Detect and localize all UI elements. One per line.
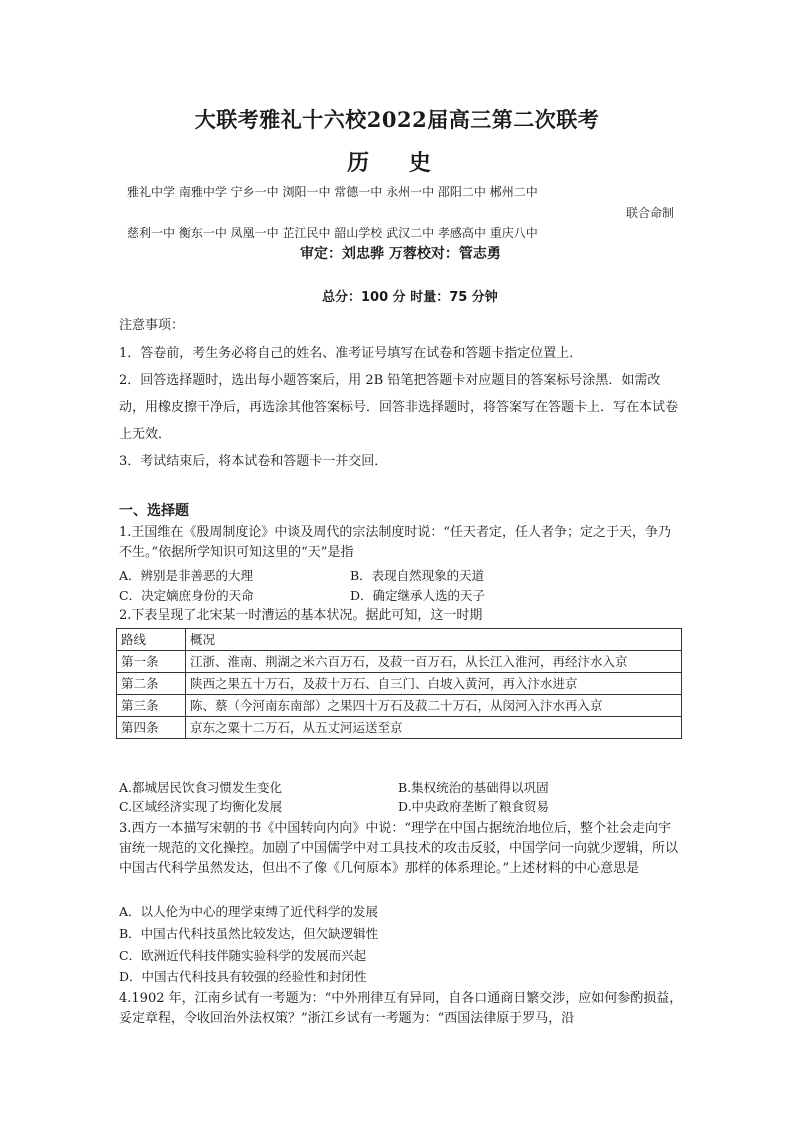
notice-heading: 注意事项： (119, 318, 185, 333)
question-4-stem: 4.1902 年，江南乡试有一考题为：“中外刑律互有异同，自各口通商日繁交涉，应如何参酌损益，妥定章程，令收回治外法权策？”浙江乡试有一考题为：“西国法律原于罗马，沿 (119, 991, 683, 1026)
table-header-row (117, 629, 682, 651)
question-2-stem: 2.下表呈现了北宋某一时漕运的基本状况。据此可知，这一时期 (119, 608, 483, 623)
question-3-option-c: C．欧洲近代科技伴随实验科学的发展而兴起 (119, 948, 367, 963)
table-cell: 江浙、淮南、荆湖之米六百万石，及菽一百万石，从长江入淮河，再经汴水入京 (186, 651, 682, 673)
reviewer-line: 审定：刘忠骅 万蓉校对：管志勇 (300, 246, 501, 262)
table-cell: 京东之粟十二万石，从五丈河运送至京 (186, 717, 682, 739)
table-header-cell: 概况 (186, 629, 682, 651)
table-row (117, 717, 682, 739)
joint-label: 联合命制 (626, 206, 675, 220)
notice-item-1: 1．答卷前，考生务必将自己的姓名、准考证号填写在试卷和答题卡指定位置上． (119, 346, 583, 361)
question-3-stem: 3.西方一本描写宋朝的书《中国转向内向》中说：“理学在中国占据统治地位后，整个社会走向宇宙统一规范的文化操控。加剧了中国儒学中对工具技术的攻击反驳，中国学问一向就少逻辑，所以中国古代科学虽然发达，但出不了像《几何原本》那样的体系理论。”上述材料的中心意思是 (119, 821, 679, 876)
table-header-cell: 路线 (117, 629, 186, 651)
question-1-option-c: C．决定嫡庶身份的天命 (119, 588, 254, 603)
table-cell: 陈、蔡（今河南东南部）之果四十万石及菽二十万石，从闵河入汴水再入京 (186, 695, 682, 717)
schools-line-1: 雅礼中学 南雅中学 宁乡一中 浏阳一中 常德一中 永州一中 邵阳二中 郴州二中 (127, 185, 538, 199)
question-3-option-d: D．中国古代科技具有较强的经验性和封闭性 (119, 969, 367, 984)
question-1-option-b: B．表现自然现象的天道 (350, 568, 485, 583)
subject-title: 历 史 (347, 150, 447, 176)
question-3-option-a: A．以人伦为中心的理学束缚了近代科学的发展 (119, 904, 379, 919)
question-1-stem: 1.王国维在《殷周制度论》中谈及周代的宗法制度时说：“任天者定，任人者争；定之于天，争乃不生。”依据所学知识可知这里的“天”是指 (119, 525, 672, 560)
table-row (117, 651, 682, 673)
notice-item-3: 3．考试结束后，将本试卷和答题卡一并交回． (119, 454, 388, 469)
table-cell: 陕西之果五十万石，及菽十万石、自三门、白坡入黄河，再入汴水进京 (186, 673, 682, 695)
score-time: 总分：100 分 时量：75 分钟 (322, 290, 498, 305)
question-2-option-d: D.中央政府垄断了粮食贸易 (398, 799, 550, 814)
question-1-option-a: A．辨别是非善恶的大理 (119, 568, 254, 583)
question-3-option-b: B．中国古代科技虽然比较发达，但欠缺逻辑性 (119, 926, 379, 941)
table-row (117, 695, 682, 717)
question-2-option-c: C.区域经济实现了均衡化发展 (119, 799, 283, 814)
question-2-option-a: A.都城居民饮食习惯发生变化 (119, 780, 283, 795)
notice-item-2: 2．回答选择题时，选出每小题答案后，用 2B 铅笔把答题卡对应题目的答案标号涂黑．如需改动，用橡皮擦干净后，再选涂其他答案标号．回答非选择题时，将答案写在答题卡上．写在本试卷上无效． (119, 373, 679, 442)
exam-title: 大联考雅礼十六校2022届高三第二次联考 (194, 107, 600, 132)
table-cell: 第四条 (117, 717, 186, 739)
section-heading: 一、选择题 (119, 503, 189, 519)
table-cell: 第三条 (117, 695, 186, 717)
table-cell: 第一条 (117, 651, 186, 673)
schools-line-2: 慈利一中 衡东一中 凤凰一中 芷江民中 韶山学校 武汉二中 孝感高中 重庆八中 (127, 226, 538, 240)
canal-transport-table (116, 628, 682, 739)
table-row (117, 673, 682, 695)
question-2-option-b: B.集权统治的基础得以巩固 (398, 780, 549, 795)
question-1-option-d: D．确定继承人选的天子 (350, 588, 486, 603)
table-cell: 第二条 (117, 673, 186, 695)
